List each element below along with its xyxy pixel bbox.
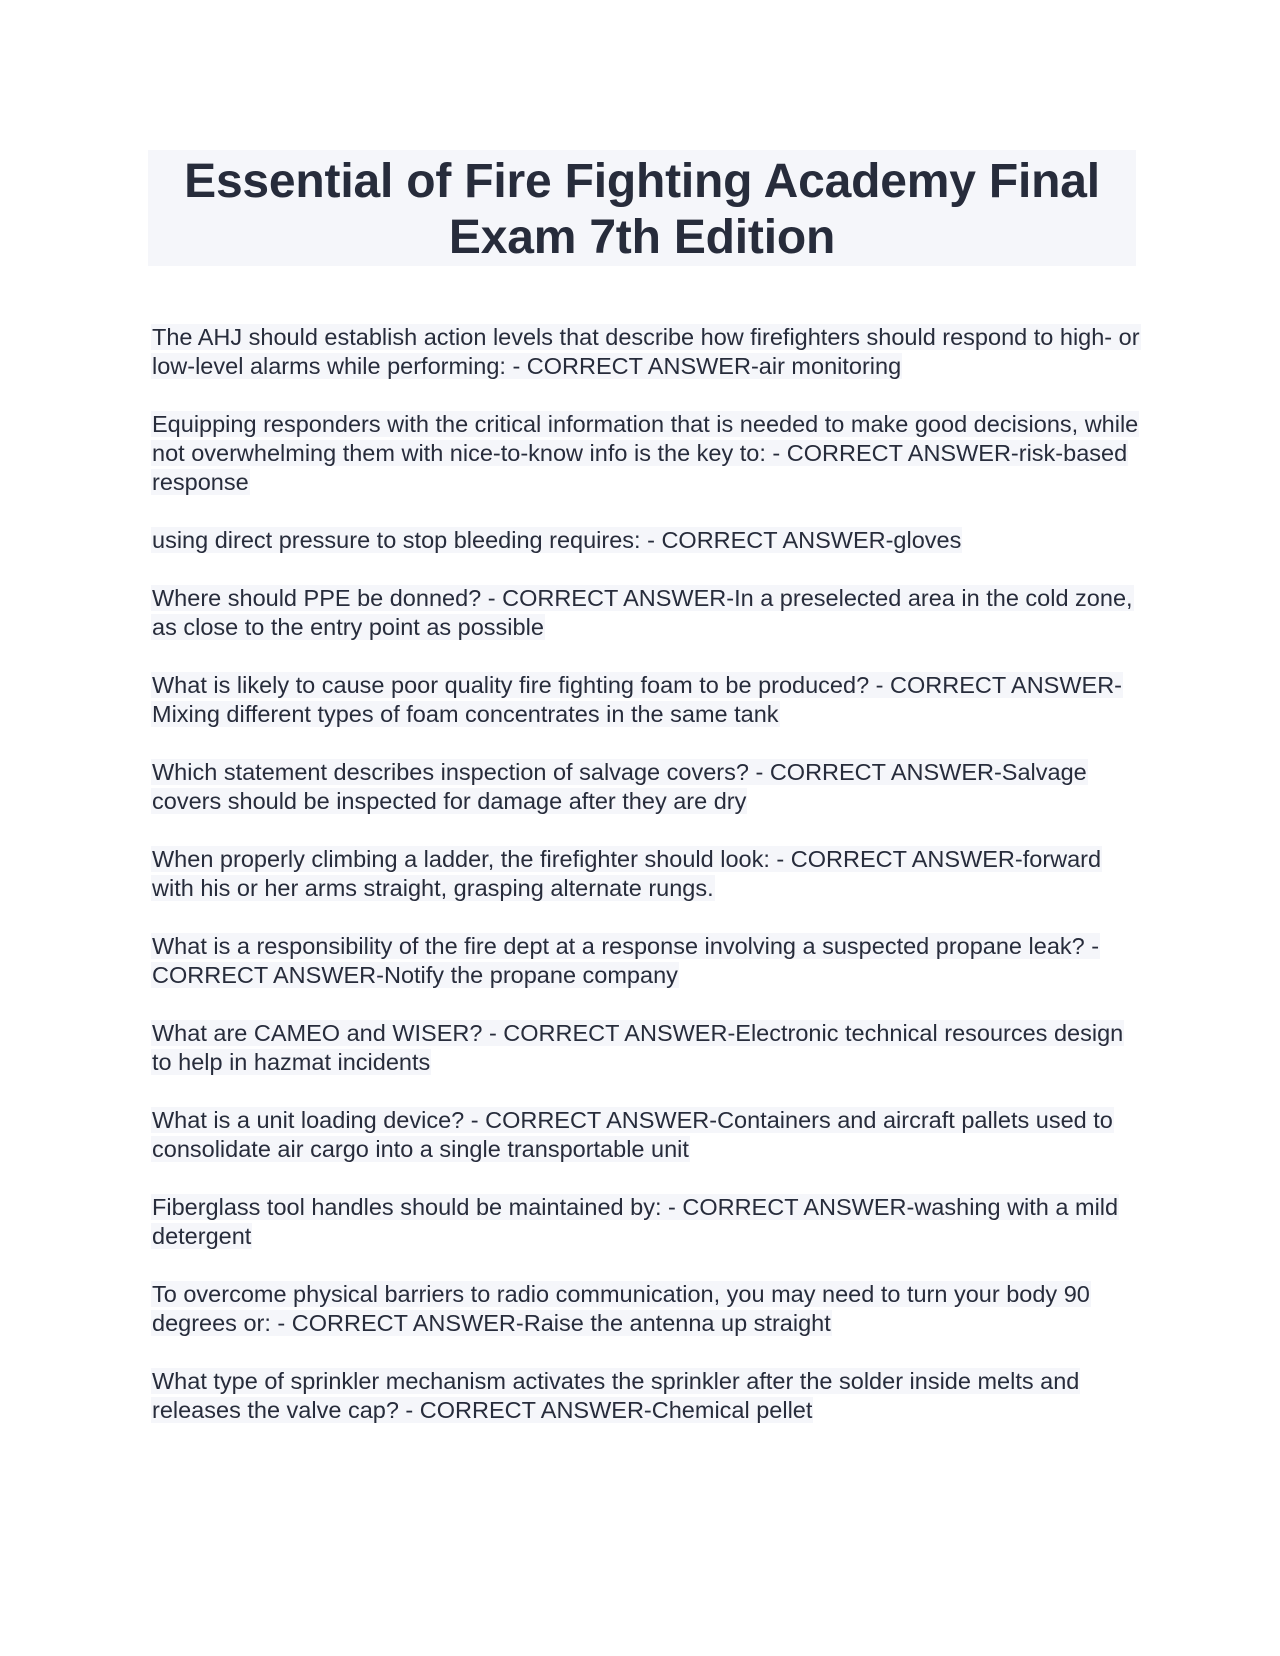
qa-item-text: When properly climbing a ladder, the firefighter should look: - CORRECT ANSWER-forward with his or her arms straight, grasping alternate rungs. [152, 846, 1102, 901]
qa-item [151, 1367, 1141, 1425]
qa-item-text: Where should PPE be donned? - CORRECT ANSWER-In a preselected area in the cold zone, as close to the entry point as possible [152, 585, 1133, 640]
qa-item [151, 932, 1141, 990]
qa-item [151, 526, 1141, 555]
qa-item [151, 845, 1141, 903]
qa-item [151, 584, 1141, 642]
qa-item [151, 410, 1141, 497]
qa-item-text: Equipping responders with the critical information that is needed to make good decisions, while not overwhelming them with nice-to-know info is the key to: - CORRECT ANSWER-risk-based response [152, 411, 1139, 495]
qa-item-text: What is likely to cause poor quality fire fighting foam to be produced? - CORRECT ANSWER-Mixing different types of foam concentrates in the same tank [152, 672, 1122, 727]
qa-item-text: What are CAMEO and WISER? - CORRECT ANSWER-Electronic technical resources design to help in hazmat incidents [152, 1020, 1124, 1075]
qa-list [151, 323, 1141, 1454]
qa-item [151, 671, 1141, 729]
qa-item [151, 1280, 1141, 1338]
qa-item [151, 323, 1141, 381]
qa-item-text: What is a responsibility of the fire dept at a response involving a suspected propane leak? - CORRECT ANSWER-Notify the propane company [152, 933, 1100, 988]
qa-item-text: using direct pressure to stop bleeding requires: - CORRECT ANSWER-gloves [152, 527, 962, 553]
qa-item-text: What type of sprinkler mechanism activates the sprinkler after the solder inside melts and releases the valve cap? - CORRECT ANSWER-Chemical pellet [152, 1368, 1080, 1423]
qa-item-text: To overcome physical barriers to radio communication, you may need to turn your body 90 degrees or: - CORRECT ANSWER-Raise the antenna up straight [152, 1281, 1090, 1336]
qa-item-text: What is a unit loading device? - CORRECT ANSWER-Containers and aircraft pallets used to consolidate air cargo into a single transportable unit [152, 1107, 1113, 1162]
document-title: Essential of Fire Fighting Academy Final Exam 7th Edition [184, 155, 1100, 264]
qa-item [151, 1193, 1141, 1251]
qa-item-text: Which statement describes inspection of salvage covers? - CORRECT ANSWER-Salvage covers should be inspected for damage after they are dry [152, 759, 1087, 814]
qa-item [151, 1019, 1141, 1077]
qa-item [151, 1106, 1141, 1164]
title-block [148, 150, 1136, 266]
qa-item-text: The AHJ should establish action levels that describe how firefighters should respond to high- or low-level alarms while performing: - CORRECT ANSWER-air monitoring [152, 324, 1140, 379]
qa-item [151, 758, 1141, 816]
qa-item-text: Fiberglass tool handles should be maintained by: - CORRECT ANSWER-washing with a mild detergent [152, 1194, 1119, 1249]
